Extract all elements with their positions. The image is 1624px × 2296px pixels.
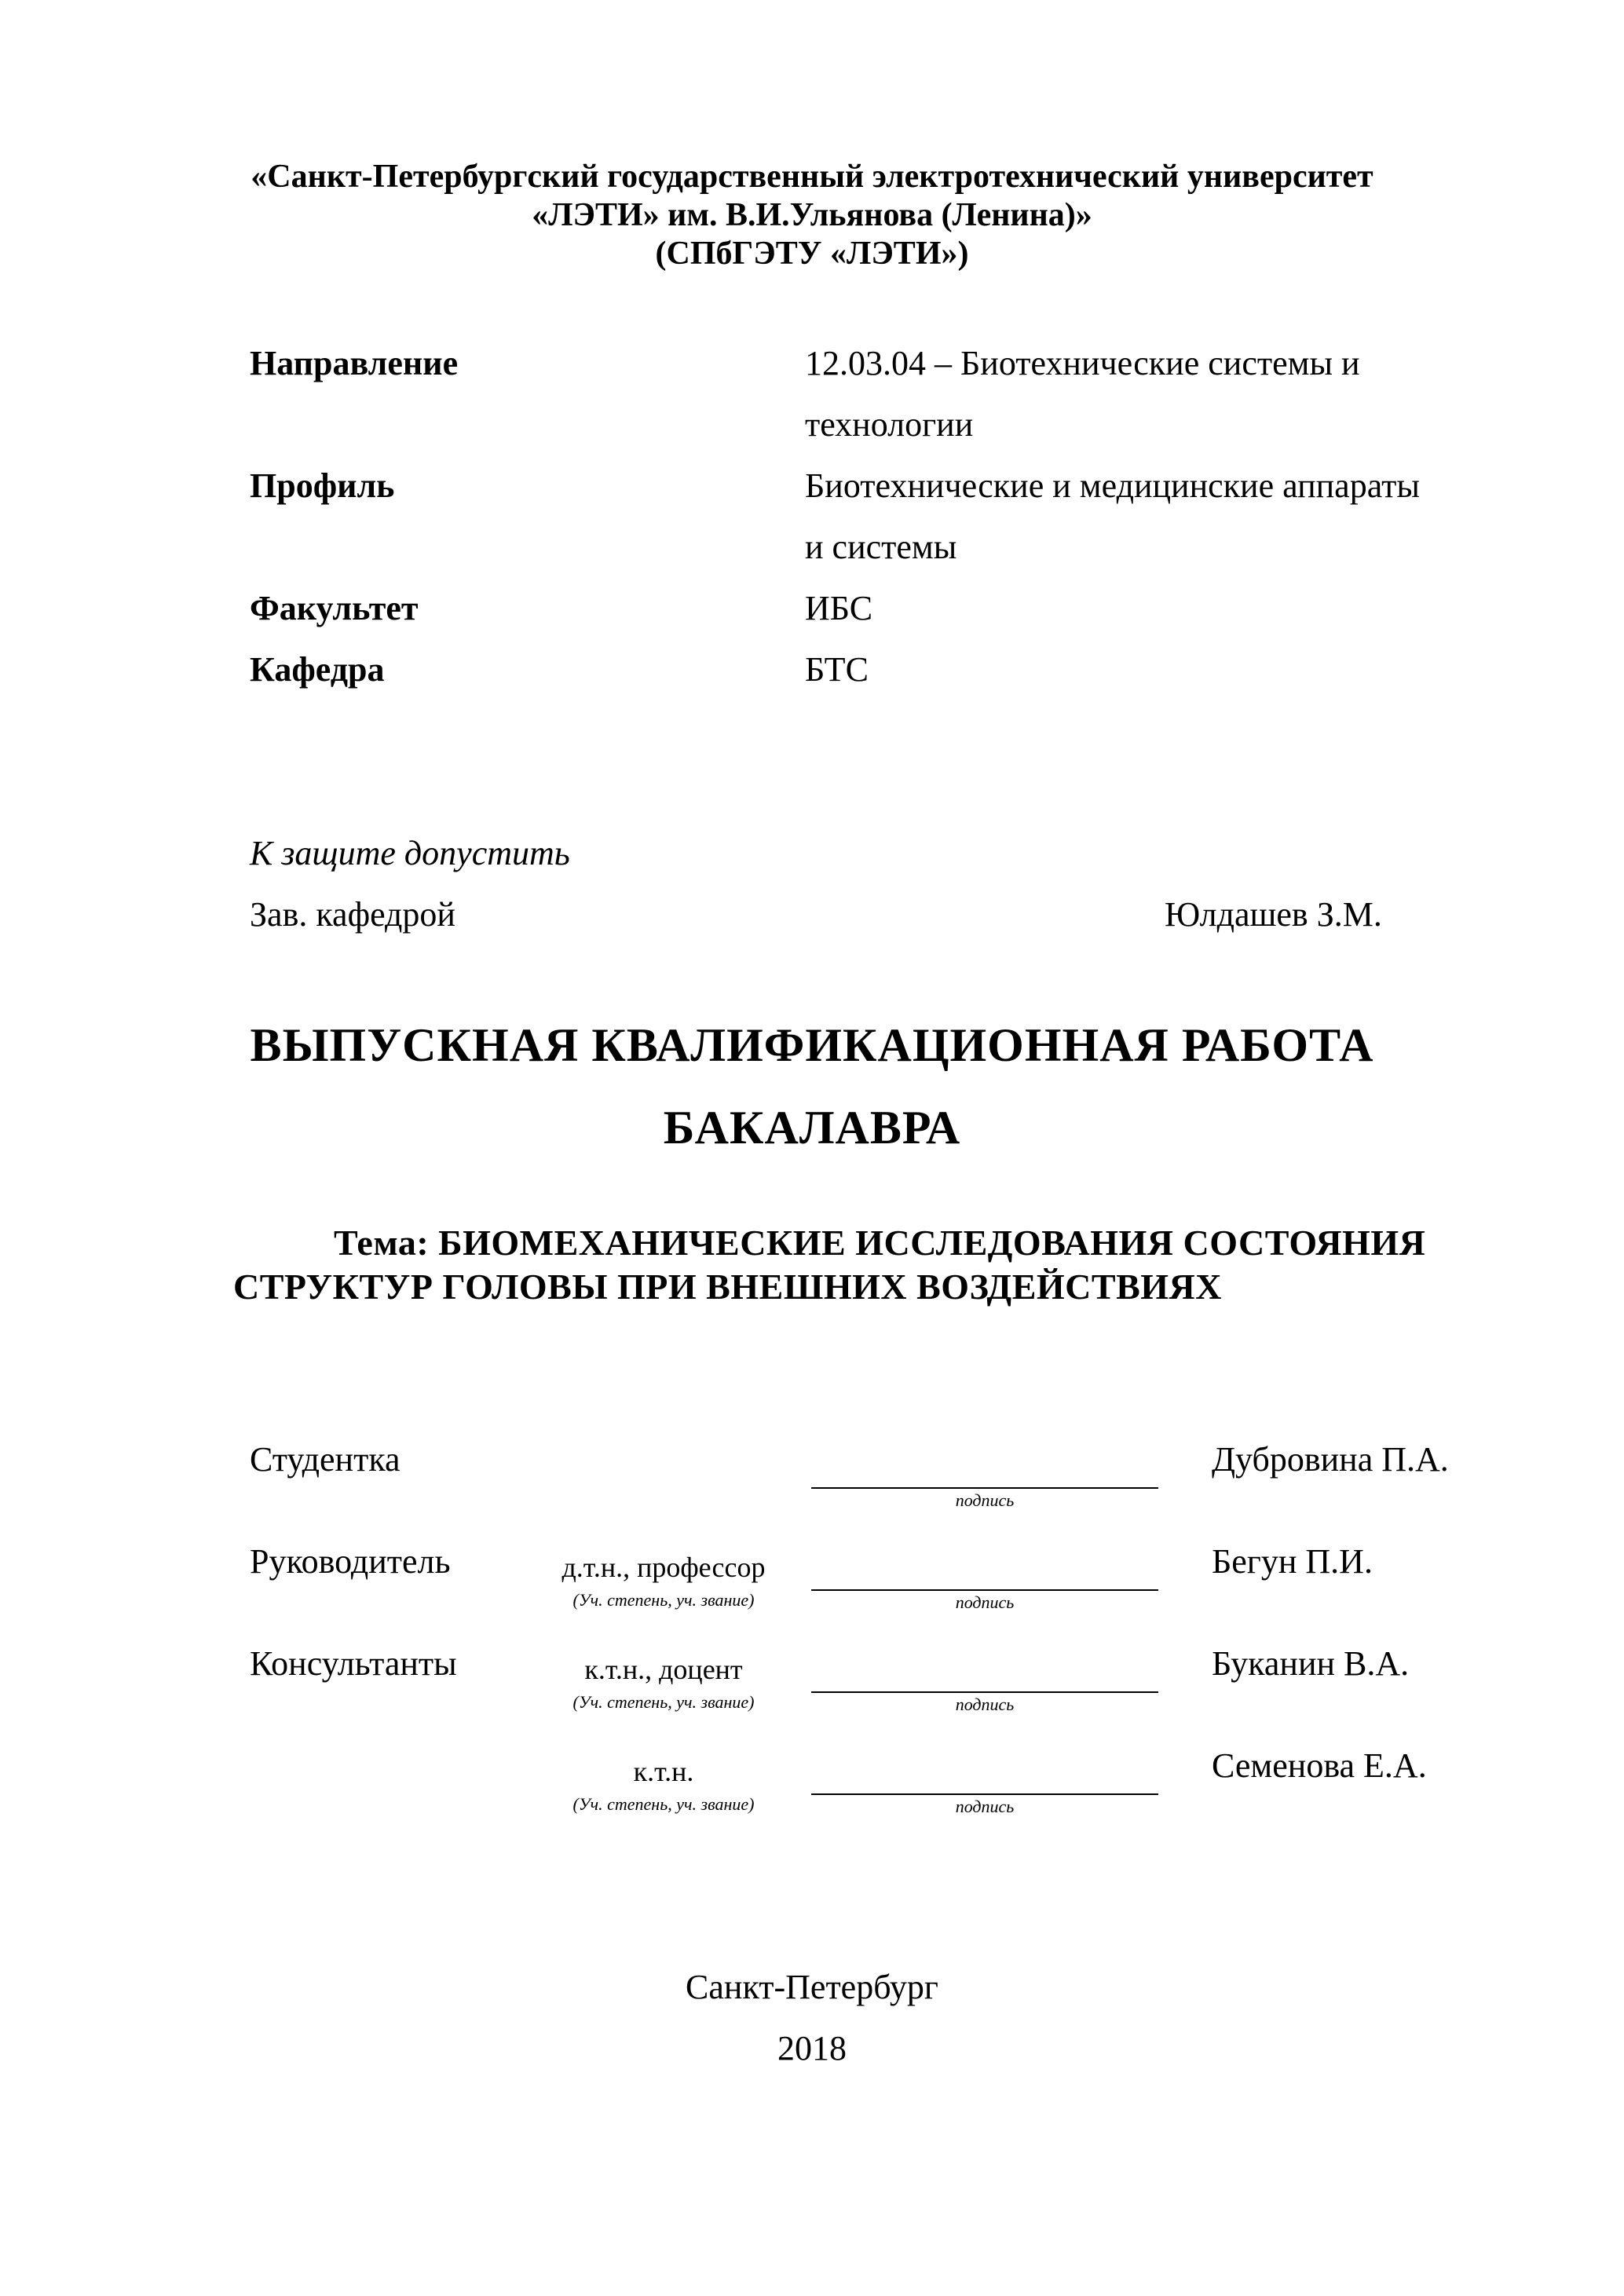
consultant-1-degree-caption: (Уч. степень, уч. звание) <box>572 1692 755 1712</box>
profile-value-2: и системы <box>805 528 957 566</box>
student-name: Дубровина П.А. <box>1212 1440 1449 1479</box>
work-title-line-2: БАКАЛАВРА <box>663 1102 961 1153</box>
institution-line-2: «ЛЭТИ» им. В.И.Ульянова (Ленина)» <box>532 197 1092 233</box>
consultant-2-degree: к.т.н. <box>633 1756 694 1787</box>
city: Санкт-Петербург <box>686 1968 938 2006</box>
student-label: Студентка <box>250 1440 401 1479</box>
direction-label: Направление <box>250 344 459 382</box>
topic-line-2: СТРУКТУР ГОЛОВЫ ПРИ ВНЕШНИХ ВОЗДЕЙСТВИЯХ <box>233 1267 1222 1307</box>
consultant-2-name: Семенова Е.А. <box>1212 1746 1427 1785</box>
consultant-1-signature-line <box>811 1691 1158 1693</box>
topic-line-1: Тема: БИОМЕХАНИЧЕСКИЕ ИССЛЕДОВАНИЯ СОСТОЯНИЯ <box>334 1223 1426 1263</box>
institution-line-3: (СПбГЭТУ «ЛЭТИ») <box>655 236 969 272</box>
direction-value-2: технологии <box>805 405 974 444</box>
profile-value-1: Биотехнические и медицинские аппараты <box>805 466 1420 505</box>
admit-to-defense: К защите допустить <box>250 834 570 872</box>
supervisor-label: Руководитель <box>250 1542 451 1581</box>
supervisor-signature-line <box>811 1589 1158 1591</box>
consultant-2-degree-caption: (Уч. степень, уч. звание) <box>572 1794 755 1814</box>
institution-line-1: «Санкт-Петербургский государственный электротехнический университет <box>251 159 1373 195</box>
head-of-department-label: Зав. кафедрой <box>250 895 455 934</box>
profile-label: Профиль <box>250 466 395 505</box>
department-label: Кафедра <box>250 650 385 689</box>
consultant-1-signature-caption: подпись <box>955 1695 1015 1714</box>
supervisor-name: Бегун П.И. <box>1212 1542 1373 1581</box>
student-signature-line <box>811 1487 1158 1489</box>
faculty-value: ИБС <box>805 589 873 627</box>
consultant-2-signature-line <box>811 1793 1158 1795</box>
consultant-1-name: Буканин В.А. <box>1212 1644 1410 1683</box>
work-title-line-1: ВЫПУСКНАЯ КВАЛИФИКАЦИОННАЯ РАБОТА <box>250 1019 1374 1071</box>
student-signature-caption: подпись <box>955 1490 1015 1510</box>
supervisor-degree-caption: (Уч. степень, уч. звание) <box>572 1590 755 1610</box>
direction-value-1: 12.03.04 – Биотехнические системы и <box>805 344 1360 382</box>
consultant-2-signature-caption: подпись <box>955 1797 1015 1816</box>
year: 2018 <box>777 2029 847 2067</box>
department-value: БТС <box>805 650 869 689</box>
supervisor-signature-caption: подпись <box>955 1592 1015 1612</box>
consultant-1-degree: к.т.н., доцент <box>584 1654 743 1685</box>
head-of-department-name: Юлдашев З.М. <box>1165 895 1382 934</box>
supervisor-degree: д.т.н., профессор <box>561 1552 766 1583</box>
consultants-label: Консультанты <box>250 1644 457 1683</box>
faculty-label: Факультет <box>250 589 419 627</box>
